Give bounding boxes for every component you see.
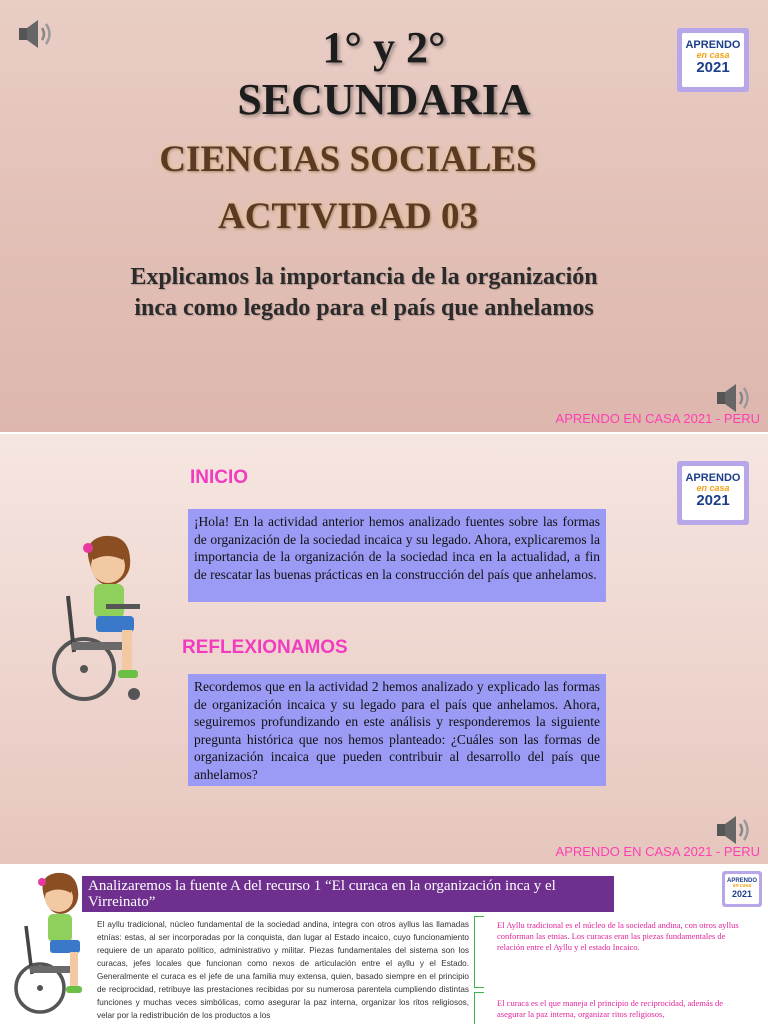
activity-title: ACTIVIDAD 03	[217, 196, 479, 237]
activity-subtitle: Explicamos la importancia de la organización inca como legado para el país que anhelamos	[130, 264, 598, 321]
aprendo-en-casa-logo: APRENDO en casa 2021	[677, 28, 749, 92]
girl-wheelchair-illustration	[38, 534, 162, 706]
annotation-note-ayllu: El Ayllu tradicional es el núcleo de la sociedad andina, con otros ayllus conforman las etnias. Los curacas eran las piezas fundamentales de relación entre el Ayllu y el estado Incaico.	[497, 920, 739, 952]
level-title: SECUNDARIA	[237, 75, 531, 124]
reflexionamos-textbox: Recordemos que en la actividad 2 hemos analizado y explicado las formas de organización incaica y su legado para el país que anhelamos. Ahora, seguiremos profundizando en este análisis y responderemos la siguiente pregunta histórica que nos hemos planteado: ¿Cuáles son las formas de organización incaica que pueden contribuir al desarrollo del país que anhelamos?	[188, 674, 606, 786]
slide-fuente-a	[0, 866, 768, 1024]
fuente-a-title: Analizaremos la fuente A del recurso 1 “El curaca en la organización inca y el Virreinato”	[82, 876, 614, 912]
aprendo-en-casa-logo: APRENDO en casa 2021	[677, 461, 749, 525]
annotation-bracket	[474, 916, 484, 988]
footer-label: APRENDO EN CASA 2021 - PERU	[555, 411, 760, 426]
fuente-a-document-text: El ayllu tradicional, núcleo fundamental de la sociedad andina, integra con otros ayllus las llamadas etnías: estas, al ser incorporadas por la conquista, dan lugar al Estado incaico, cuyo funcionamiento requiere de un aparato político, administrativo y militar. Piezas fundamentales del sistema son los curacas, jefes locales que funcionan como nexos de articulación entre el ayllu y el Estado. Generalmente el curaca es el jefe de una familia muy extensa, quien, basado siempre en el principio de reciprocidad, retribuye las prestaciones recibidas por su numerosa parentela cumpliendo distintas funciones y muchas veces simbólicas, como asegurar la paz interna, organizar los ritos religiosos, velar por la redistribución de los productos a los	[97, 920, 469, 1020]
footer-label: APRENDO EN CASA 2021 - PERU	[555, 844, 760, 859]
grade-title: 1° y 2°	[322, 23, 446, 72]
annotation-bracket	[474, 992, 484, 1024]
annotation-note-curaca: El curaca es el que maneja el principio de reciprocidad, además de asegurar la paz interna, organizar ritos religiosos,	[497, 998, 724, 1019]
speaker-icon[interactable]	[714, 812, 754, 848]
slide-inicio	[0, 434, 768, 864]
slide-title	[0, 0, 768, 432]
aprendo-en-casa-logo: APRENDO en casa 2021	[722, 871, 762, 907]
reflexionamos-heading: REFLEXIONAMOS	[182, 637, 348, 658]
inicio-heading: INICIO	[190, 467, 249, 488]
subject-title: CIENCIAS SOCIALES	[159, 139, 537, 180]
inicio-textbox: ¡Hola! En la actividad anterior hemos analizado fuentes sobre las formas de organización de la sociedad incaica y su legado. Ahora, explicaremos la importancia de la organización de la sociedad inca en la actualidad, a fin de rescatar las buenas prácticas en la construcción del país que anhelamos.	[188, 509, 606, 602]
